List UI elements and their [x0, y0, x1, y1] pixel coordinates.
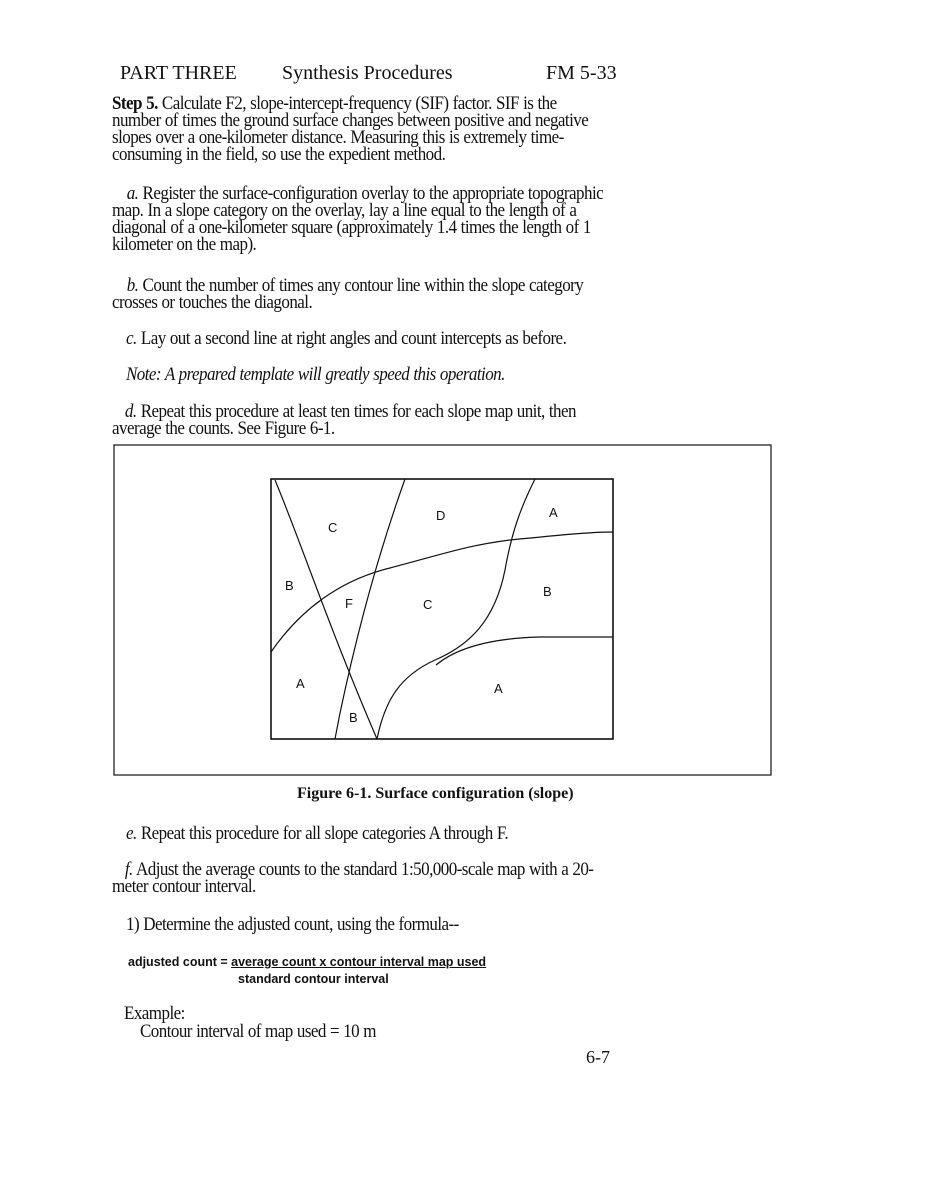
item-f-text: Adjust the average counts to the standard 1:50,000-scale map with a 20-meter contour interval.	[112, 860, 594, 897]
formula-numerator: average count x contour interval map used	[231, 955, 487, 969]
header-manual: FM 5-33	[546, 62, 617, 84]
slope-label: C	[328, 520, 338, 535]
header-part: PART THREE	[120, 62, 237, 84]
item-c-text: Lay out a second line at right angles and count intercepts as before.	[136, 329, 567, 349]
slope-label: B	[543, 584, 552, 599]
boundary-line-1	[275, 480, 377, 739]
item-b-text: Count the number of times any contour line within the slope category crosses or touches the diagonal.	[112, 276, 584, 313]
slope-label: B	[349, 710, 358, 725]
item-b-letter: b.	[126, 276, 139, 296]
item-c-letter: c.	[126, 329, 137, 349]
slope-label: D	[436, 508, 446, 523]
item-a-letter: a.	[126, 184, 139, 204]
item-e-letter: e.	[126, 824, 137, 844]
boundary-line-3	[271, 532, 613, 652]
item-a-text: Register the surface-configuration overlay to the appropriate topographic map. In a slope category on the overlay, lay a line equal to the length of a diagonal of a one-kilometer square (approximately 1.4 times the length of 1 kilometer on the map).	[112, 184, 604, 255]
slope-label: A	[494, 681, 503, 696]
header-section: Synthesis Procedures	[282, 62, 453, 84]
page-number: 6-7	[586, 1047, 610, 1067]
item-e-paragraph	[126, 826, 619, 843]
formula-line	[128, 955, 486, 969]
example-line: Contour interval of map used = 10 m	[140, 1022, 376, 1042]
item-f-paragraph	[112, 862, 605, 896]
formula-intro: 1) Determine the adjusted count, using the formula--	[126, 915, 459, 935]
boundary-line-4	[377, 479, 535, 739]
step5-text: Calculate F2, slope-intercept-frequency (SIF) factor. SIF is the number of times the ground surface changes between positive and negative slopes over a one-kilometer distance. Measuring this is extremely time-consuming in the field, so use the expedient method.	[112, 94, 589, 165]
formula-denominator: standard contour interval	[238, 972, 389, 986]
slope-label: B	[285, 578, 294, 593]
slope-label: A	[549, 505, 558, 520]
slope-label: A	[296, 676, 305, 691]
item-e-text: Repeat this procedure for all slope categories A through F.	[136, 824, 509, 844]
step5-label: Step 5.	[112, 94, 158, 114]
slope-label: F	[345, 596, 353, 611]
item-d-letter: d.	[124, 402, 137, 422]
slope-label: C	[423, 597, 433, 612]
figure-frame	[114, 445, 771, 775]
item-d-text: Repeat this procedure at least ten times for each slope map unit, then average the counts. See Figure 6-1.	[112, 402, 576, 439]
formula-lhs: adjusted count =	[128, 955, 232, 969]
boundary-line-5	[436, 637, 613, 665]
note-text: Note: A prepared template will greatly speed this operation.	[126, 365, 505, 385]
example-title: Example:	[124, 1004, 185, 1024]
item-f-letter: f.	[124, 860, 133, 880]
figure-caption: Figure 6-1. Surface configuration (slope)	[297, 785, 574, 802]
